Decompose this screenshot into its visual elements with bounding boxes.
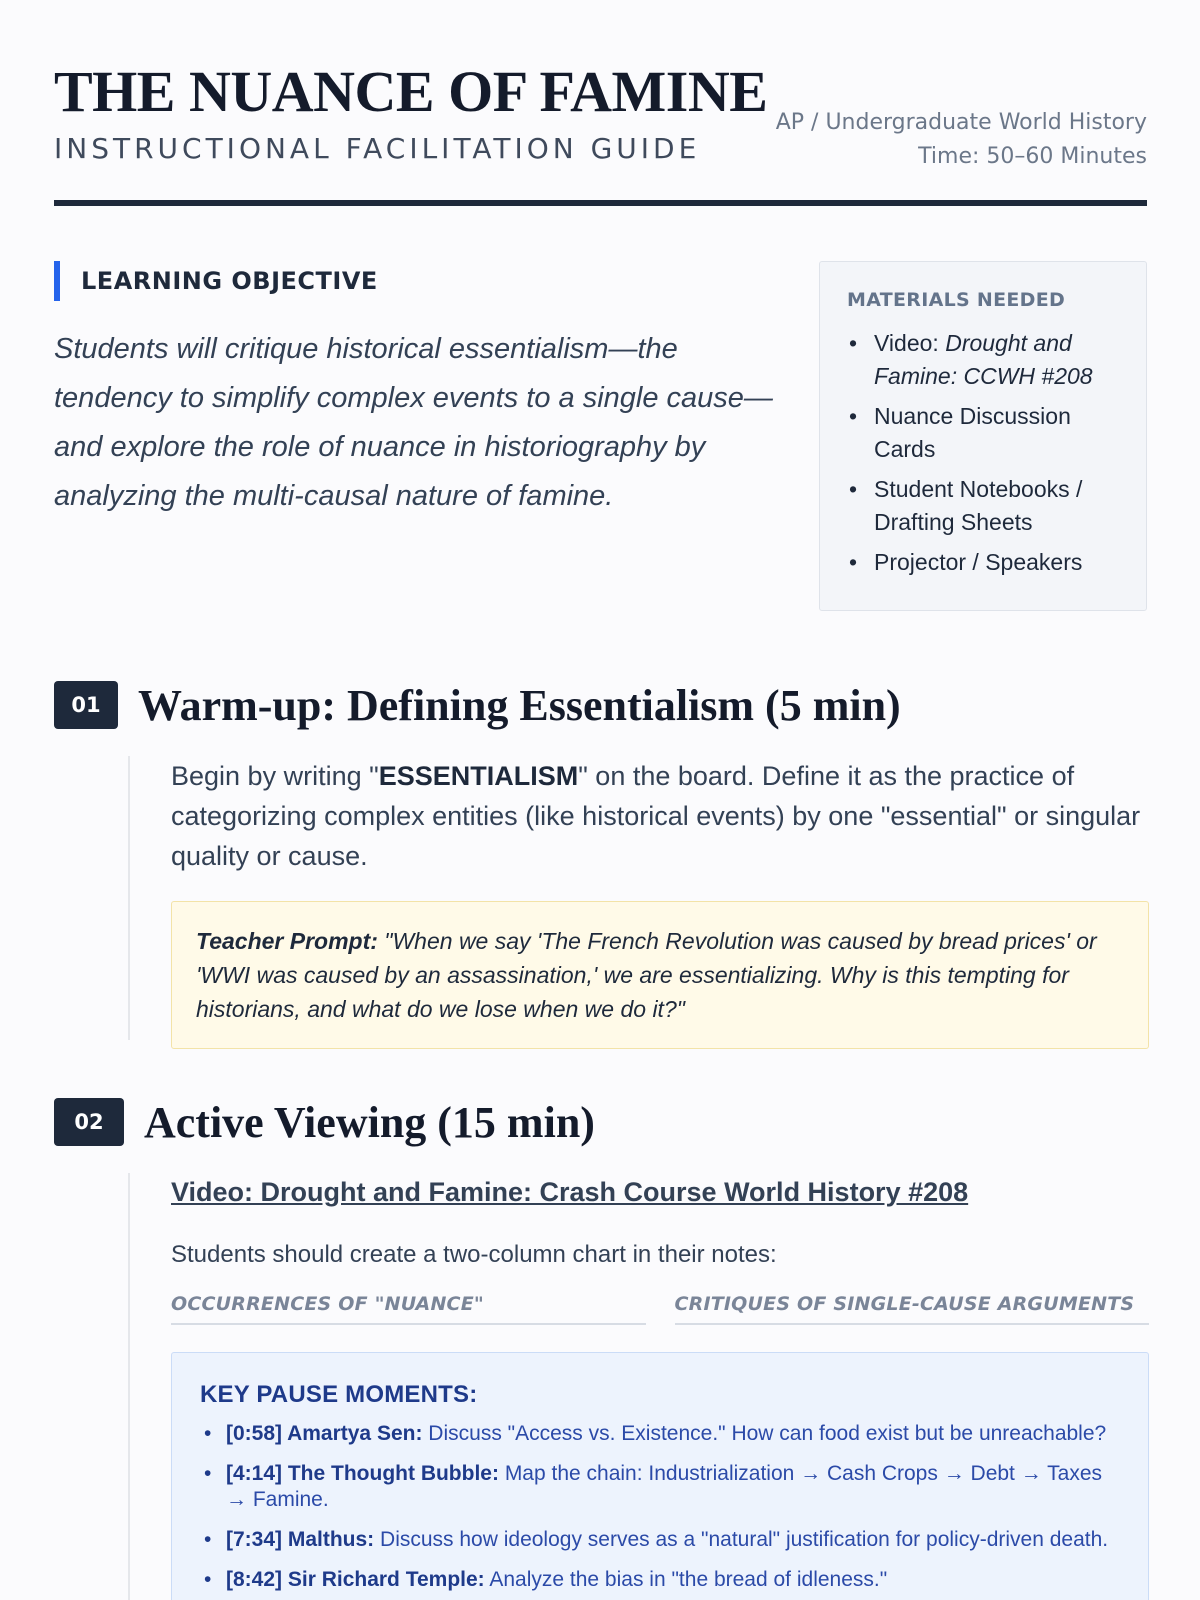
step-title: Active Viewing (15 min) xyxy=(144,1097,595,1147)
step-01-header xyxy=(54,681,901,729)
teacher-prompt-box xyxy=(171,901,1149,1049)
step-title: Warm-up: Defining Essentialism (5 min) xyxy=(138,680,901,730)
video-link[interactable]: Video: Drought and Famine: Crash Course World History #208 xyxy=(171,1177,969,1207)
header-divider xyxy=(54,200,1147,206)
document-header xyxy=(54,56,1147,208)
materials-item xyxy=(847,400,1120,466)
pause-timestamp: [7:34] Malthus: xyxy=(226,1528,375,1551)
materials-heading: MATERIALS NEEDED xyxy=(847,289,1066,311)
materials-list xyxy=(847,327,1120,579)
materials-panel xyxy=(819,261,1147,611)
materials-item-title: Drought and Famine: CCWH #208 xyxy=(874,330,1093,389)
document-title: THE NUANCE OF FAMINE xyxy=(54,59,768,124)
list-item xyxy=(200,1421,1120,1447)
learning-objective-text: Students will critique historical essentialism—the tendency to simplify complex events to a single cause—and explore the role of nuance in historiography by analyzing the multi-causal nature of famine. xyxy=(54,333,773,512)
chart-instructions: Students should create a two-column chart in their notes: xyxy=(171,1241,777,1268)
learning-objective-heading: LEARNING OBJECTIVE xyxy=(54,261,794,301)
learning-objective-section xyxy=(54,261,794,521)
list-item xyxy=(200,1527,1120,1553)
definition-text-start: Begin by writing " xyxy=(171,761,379,791)
lesson-duration: Time: 50–60 Minutes xyxy=(918,144,1147,169)
pause-description: Discuss "Access vs. Existence." How can food exist but be unreachable? xyxy=(422,1422,1107,1445)
pause-description: Analyze the bias in "the bread of idleness." xyxy=(484,1568,888,1591)
essentialism-term: ESSENTIALISM xyxy=(378,761,579,791)
column-single-cause-critiques: CRITIQUES OF SINGLE-CAUSE ARGUMENTS xyxy=(675,1293,1150,1325)
materials-item-label: Nuance Discussion Cards xyxy=(874,403,1071,462)
step-number-badge: 01 xyxy=(54,681,118,729)
pause-moments-list xyxy=(200,1421,1120,1593)
course-level: AP / Undergraduate World History xyxy=(775,110,1147,135)
step-01-body xyxy=(128,756,1149,1040)
step-02-header xyxy=(54,1098,595,1146)
document-subtitle: INSTRUCTIONAL FACILITATION GUIDE xyxy=(54,132,701,165)
teacher-prompt-label: Teacher Prompt: xyxy=(196,928,378,954)
materials-item-label: Projector / Speakers xyxy=(874,549,1083,575)
pause-description: Map the chain: Industrialization → Cash Crops → Debt → Taxes → Famine. xyxy=(226,1462,1103,1511)
teacher-prompt-text: "When we say 'The French Revolution was caused by bread prices' or 'WWI was caused by an assassination,' we are essentializing. Why is this tempting for historians, and what do we lose when we do it?" xyxy=(196,928,1097,1022)
course-meta xyxy=(776,106,1147,174)
materials-item-label: Student Notebooks / Drafting Sheets xyxy=(874,476,1083,535)
pause-timestamp: [4:14] The Thought Bubble: xyxy=(226,1462,499,1485)
step-02-body xyxy=(128,1173,1149,1600)
pause-timestamp: [0:58] Amartya Sen: xyxy=(226,1422,423,1445)
two-column-chart-header xyxy=(171,1293,1149,1325)
essentialism-definition xyxy=(171,756,1149,876)
materials-item xyxy=(847,327,1120,393)
list-item xyxy=(200,1461,1120,1513)
materials-item xyxy=(847,546,1120,579)
materials-item-label: Video: xyxy=(874,330,946,356)
key-pause-moments-heading: KEY PAUSE MOMENTS: xyxy=(200,1381,478,1408)
materials-item xyxy=(847,473,1120,539)
pause-timestamp: [8:42] Sir Richard Temple: xyxy=(226,1568,485,1591)
definition-text-end: " on the board. Define it as the practice of categorizing complex entities (like historical events) by one "essential" or singular quality or cause. xyxy=(171,761,1141,871)
pause-description: Discuss how ideology serves as a "natural" justification for policy-driven death. xyxy=(374,1528,1109,1551)
list-item xyxy=(200,1567,1120,1593)
key-pause-moments-box xyxy=(171,1352,1149,1600)
column-nuance-occurrences: OCCURRENCES OF "NUANCE" xyxy=(171,1293,646,1325)
step-number-badge: 02 xyxy=(54,1098,124,1146)
